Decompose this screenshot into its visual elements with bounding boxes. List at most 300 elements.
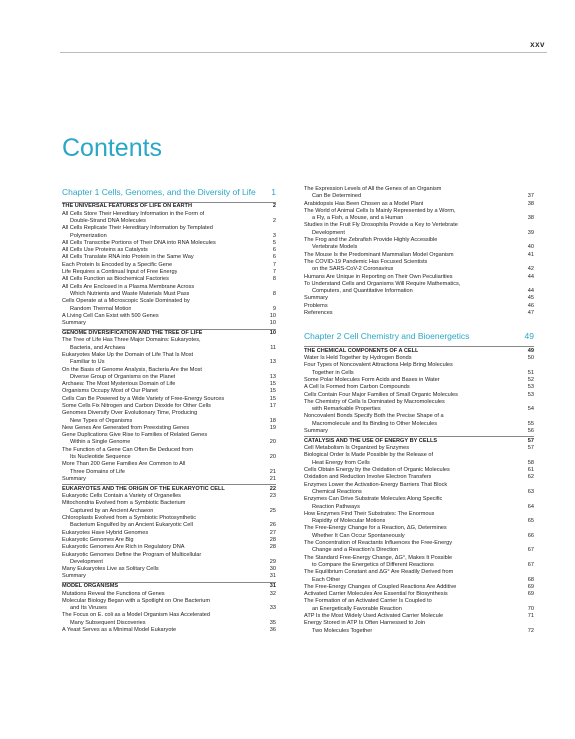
toc-entry-title: A Cell Is Formed from Carbon Compounds xyxy=(304,384,410,391)
toc-entry[interactable] xyxy=(62,620,276,627)
toc-entry-title: Arabidopsis Has Been Chosen as a Model Plant xyxy=(304,200,424,207)
toc-entry-page: 23 xyxy=(269,493,276,500)
toc-entry[interactable] xyxy=(62,500,276,507)
toc-entry-title: ATP Is the Most Widely Used Activated Carrier Molecule xyxy=(304,613,444,619)
toc-entry-title: Computers, and Quantitative Information xyxy=(312,288,413,295)
toc-entry-page: 15 xyxy=(269,388,276,395)
toc-entry-page: 45 xyxy=(527,295,534,302)
toc-entry-page: 63 xyxy=(527,488,534,495)
toc-entry[interactable] xyxy=(62,566,276,573)
toc-entry-title: The Equilibrium Constant and ΔG° Are Readily Derived from xyxy=(304,569,454,576)
toc-entry-title: The Concentration of Reactants Influences the Free-Energy xyxy=(304,540,453,547)
toc-entry-title: Four Types of Noncovalent Attractions Help Bring Molecules xyxy=(304,362,453,369)
toc-entry-page: 28 xyxy=(269,536,276,543)
toc-entry[interactable] xyxy=(62,591,276,598)
toc-entry-title: Eukaryotic Genomes Are Big xyxy=(62,536,134,543)
toc-entry-title: Archaea: The Most Mysterious Domain of Life xyxy=(62,381,176,388)
toc-entry-title: Biological Order Is Made Possible by the Release of xyxy=(304,452,434,459)
toc-entry[interactable] xyxy=(62,559,276,566)
toc-entry-title: Bacterium Engulfed by an Ancient Eukaryotic Cell xyxy=(70,522,193,529)
toc-entry-page: 13 xyxy=(269,373,276,380)
toc-entry[interactable] xyxy=(304,577,534,584)
toc-entry-page: 22 xyxy=(269,485,276,492)
toc-entry-title: Macromolecule and Its Binding to Other Molecules xyxy=(312,420,437,427)
toc-entry-page: 53 xyxy=(527,391,534,398)
toc-entry-title: to Compare the Energetics of Different Reactions xyxy=(312,561,434,568)
toc-entry-page: 31 xyxy=(269,583,276,590)
toc-entry[interactable] xyxy=(304,533,534,540)
toc-entry-title: Activated Carrier Molecules Are Essential for Biosynthesis xyxy=(304,591,448,598)
toc-entry-title: Many Subsequent Discoveries xyxy=(70,619,146,626)
toc-entry-title: Organisms Occupy Most of Our Planet xyxy=(62,388,158,395)
toc-entry[interactable] xyxy=(304,244,534,251)
toc-entry-page: 21 xyxy=(269,475,276,482)
toc-entry[interactable] xyxy=(304,295,534,302)
toc-entry[interactable] xyxy=(62,544,276,551)
toc-entry[interactable] xyxy=(62,254,276,261)
toc-entry-page: 51 xyxy=(527,369,534,376)
toc-entry[interactable] xyxy=(304,482,534,489)
toc-entry[interactable] xyxy=(62,522,276,529)
toc-entry[interactable] xyxy=(304,584,534,591)
toc-entry[interactable] xyxy=(62,247,276,254)
toc-entry-page: 28 xyxy=(269,544,276,551)
toc-entry-page: 57 xyxy=(527,445,534,452)
toc-entry-page: 10 xyxy=(269,330,276,337)
toc-entry-title: Two Molecules Together xyxy=(312,627,373,634)
toc-entry-title: Polymerization xyxy=(70,232,107,239)
toc-entry[interactable] xyxy=(304,392,534,399)
toc-entry-page: 8 xyxy=(272,290,276,297)
toc-entry-title: EUKARYOTES AND THE ORIGIN OF THE EUKARYOTIC CELL xyxy=(62,485,225,492)
toc-entry-title: with Remarkable Properties xyxy=(312,406,381,413)
toc-entry-title: Together in Cells xyxy=(312,369,354,376)
toc-entry-page: 66 xyxy=(527,532,534,539)
toc-entry-title: Noncovalent Bonds Specify Both the Precise Shape of a xyxy=(304,413,444,420)
toc-entry-title: Vertebrate Models xyxy=(312,244,358,251)
toc-entry-title: Cells Obtain Energy by the Oxidation of Organic Molecules xyxy=(304,467,450,474)
toc-entry-page: 3 xyxy=(272,232,276,239)
toc-entry[interactable] xyxy=(62,269,276,276)
toc-entry[interactable] xyxy=(62,345,276,352)
toc-entry-title: Three Domains of Life xyxy=(70,468,126,475)
toc-entry[interactable] xyxy=(304,201,534,208)
toc-entry[interactable] xyxy=(62,381,276,388)
toc-entry-page: 55 xyxy=(527,420,534,427)
toc-entry-title: The Mouse Is the Predominant Mammalian Model Organism xyxy=(304,251,454,258)
toc-entry[interactable] xyxy=(304,460,534,467)
toc-entry-page: 18 xyxy=(269,417,276,424)
toc-entry-page: 67 xyxy=(527,561,534,568)
toc-entry[interactable] xyxy=(304,355,534,362)
toc-entry-page: 20 xyxy=(269,439,276,446)
toc-entry-title: The Free-Energy Change for a Reaction, ΔG, Determines xyxy=(304,525,447,532)
toc-entry[interactable] xyxy=(62,403,276,410)
toc-entry[interactable] xyxy=(304,518,534,525)
toc-entry[interactable] xyxy=(304,310,534,317)
toc-entry-page: 67 xyxy=(527,547,534,554)
toc-entry[interactable] xyxy=(62,493,276,500)
toc-entry-page: 37 xyxy=(527,193,534,200)
toc-entry-title: A Yeast Serves as a Minimal Model Eukaryote xyxy=(62,627,177,634)
toc-entry-page: 50 xyxy=(527,355,534,362)
toc-entry-page: 72 xyxy=(527,627,534,634)
toc-entry-page: 46 xyxy=(527,302,534,309)
toc-entry-page: 6 xyxy=(272,247,276,254)
toc-entry-title: a Fly, a Fish, a Mouse, and a Human xyxy=(312,215,404,222)
toc-entry-page: 30 xyxy=(269,566,276,573)
toc-entry-page: 57 xyxy=(527,437,534,444)
toc-entry[interactable] xyxy=(62,508,276,515)
toc-entry[interactable] xyxy=(304,547,534,554)
toc-entry-title: GENOME DIVERSIFICATION AND THE TREE OF LIFE xyxy=(62,330,203,337)
toc-entry[interactable] xyxy=(62,439,276,446)
toc-entry[interactable] xyxy=(62,262,276,269)
toc-entry-page: 15 xyxy=(269,395,276,402)
toc-entry-title: Summary xyxy=(304,428,328,434)
toc-entry-page: 39 xyxy=(527,229,534,236)
toc-entry[interactable] xyxy=(62,291,276,298)
toc-entry-page: 2 xyxy=(272,203,276,210)
toc-entry[interactable] xyxy=(62,530,276,537)
toc-entry-page: 7 xyxy=(272,261,276,268)
toc-entry[interactable] xyxy=(62,432,276,439)
toc-entry-title: Summary xyxy=(62,475,86,482)
toc-entry[interactable] xyxy=(304,362,534,369)
toc-entry-title: Water Is Held Together by Hydrogen Bonds xyxy=(304,355,412,362)
toc-entry-title: All Cells Are Enclosed in a Plasma Membrane Across xyxy=(62,283,195,290)
toc-entry[interactable] xyxy=(62,320,276,327)
toc-entry[interactable] xyxy=(304,230,534,237)
toc-entry-title: A Living Cell Can Exist with 500 Genes xyxy=(62,312,159,319)
toc-entry[interactable] xyxy=(304,384,534,391)
toc-entry-page: 44 xyxy=(527,273,534,280)
toc-entry[interactable] xyxy=(304,540,534,547)
page-title: Contents xyxy=(62,133,163,162)
toc-entry-title: Summary xyxy=(304,295,328,302)
toc-entry[interactable] xyxy=(62,573,276,580)
toc-entry-title: Energy Stored in ATP Is Often Harnessed to Join xyxy=(304,620,426,627)
toc-entry-page: 20 xyxy=(269,454,276,461)
toc-entry-title: Random Thermal Motion xyxy=(70,305,132,312)
chapter-title: Chapter 1 Cells, Genomes, and the Diversity of Life xyxy=(62,187,256,197)
toc-entry-title: Molecular Biology Began with a Spotlight on One Bacterium xyxy=(62,597,211,604)
toc-entry-page: 68 xyxy=(527,576,534,583)
toc-entry[interactable] xyxy=(304,281,534,288)
toc-left-column xyxy=(62,186,276,634)
toc-entry-page: 33 xyxy=(269,605,276,612)
toc-entry[interactable] xyxy=(62,461,276,468)
toc-entry-title: New Genes Are Generated from Preexisting Genes xyxy=(62,424,190,431)
toc-entry-title: Summary xyxy=(62,320,86,327)
toc-entry-title: Its Nucleotide Sequence xyxy=(70,454,131,461)
toc-entry-page: 5 xyxy=(272,239,276,246)
toc-entry-title: Some Cells Fix Nitrogen and Carbon Dioxide for Other Cells xyxy=(62,402,211,409)
toc-entry-page: 62 xyxy=(527,474,534,481)
toc-entry-title: Some Polar Molecules Form Acids and Bases in Water xyxy=(304,376,440,383)
toc-section-heading[interactable] xyxy=(304,436,534,445)
toc-entry-title: Studies in the Fruit Fly Drosophila Provide a Key to Vertebrate xyxy=(304,222,458,229)
toc-entry[interactable] xyxy=(62,337,276,344)
toc-entry-title: Each Other xyxy=(312,576,341,583)
toc-entry[interactable] xyxy=(62,374,276,381)
toc-entry-page: 9 xyxy=(272,305,276,312)
toc-entry-title: Familiar to Us xyxy=(70,359,105,366)
chapter-heading[interactable] xyxy=(304,330,534,342)
toc-entry-title: Diverse Group of Organisms on the Planet xyxy=(70,373,176,380)
header-rule xyxy=(60,52,547,53)
toc-entry[interactable] xyxy=(304,421,534,428)
toc-entry-page: 36 xyxy=(269,627,276,634)
toc-entry-title: The COVID-19 Pandemic Has Focused Scientists xyxy=(304,258,428,265)
toc-entry[interactable] xyxy=(62,313,276,320)
toc-entry[interactable] xyxy=(304,569,534,576)
chapter-page: 1 xyxy=(271,187,276,197)
toc-entry[interactable] xyxy=(62,388,276,395)
toc-entry-page: 26 xyxy=(269,522,276,529)
toc-entry[interactable] xyxy=(62,627,276,634)
toc-entry-title: The Free-Energy Changes of Coupled Reactions Are Additive xyxy=(304,583,457,590)
toc-entry[interactable] xyxy=(62,612,276,619)
toc-entry-title: Eukaryotic Genomes Are Rich in Regulatory DNA xyxy=(62,544,185,551)
toc-entry-title: Humans Are Unique in Reporting on Their Own Peculiarities xyxy=(304,273,453,280)
toc-entry[interactable] xyxy=(62,418,276,425)
toc-entry-title: Chloroplasts Evolved from a Symbiotic Photosynthetic xyxy=(62,515,196,522)
toc-entry-title: The Formation of an Activated Carrier Is Coupled to xyxy=(304,598,432,605)
toc-entry-page: 40 xyxy=(527,244,534,251)
toc-entry-title: The Function of a Gene Can Often Be Deduced from xyxy=(62,446,193,453)
toc-entry-page: 31 xyxy=(269,573,276,580)
toc-entry-title: Cells Contain Four Major Families of Small Organic Molecules xyxy=(304,391,458,398)
toc-entry-title: Mitochondria Evolved from a Symbiotic Bacterium xyxy=(62,500,186,507)
toc-entry[interactable] xyxy=(304,237,534,244)
toc-entry-title: Enzymes Can Drive Substrate Molecules Along Specific xyxy=(304,496,443,503)
toc-entry-page: 25 xyxy=(269,507,276,514)
toc-entry-title: Double-Strand DNA Molecules xyxy=(70,217,146,224)
toc-entry-title: Which Nutrients and Waste Materials Must Pass xyxy=(70,290,190,297)
toc-entry[interactable] xyxy=(304,452,534,459)
toc-entry[interactable] xyxy=(62,367,276,374)
toc-entry[interactable] xyxy=(304,413,534,420)
toc-entry[interactable] xyxy=(304,193,534,200)
toc-entry-page: 69 xyxy=(527,591,534,598)
toc-entry-page: 2 xyxy=(272,217,276,224)
toc-entry[interactable] xyxy=(304,303,534,310)
toc-entry[interactable] xyxy=(304,370,534,377)
toc-entry-title: Whether It Can Occur Spontaneously xyxy=(312,532,405,539)
toc-entry[interactable] xyxy=(304,474,534,481)
toc-entry[interactable] xyxy=(304,598,534,605)
toc-entry-title: Cells Can Be Powered by a Wide Variety of Free-Energy Sources xyxy=(62,395,225,402)
toc-entry[interactable] xyxy=(62,359,276,366)
toc-entry-page: 8 xyxy=(272,276,276,283)
toc-entry[interactable] xyxy=(304,606,534,613)
toc-entry-title: Heat Energy from Cells xyxy=(312,459,370,466)
toc-entry[interactable] xyxy=(62,396,276,403)
toc-entry[interactable] xyxy=(62,605,276,612)
toc-entry-page: 53 xyxy=(527,384,534,391)
toc-entry[interactable] xyxy=(304,266,534,273)
toc-entry-title: All Cells Translate RNA into Protein in the Same Way xyxy=(62,254,194,261)
toc-entry[interactable] xyxy=(304,215,534,222)
toc-entry-page: 19 xyxy=(269,424,276,431)
toc-entry[interactable] xyxy=(62,425,276,432)
toc-entry[interactable] xyxy=(304,504,534,511)
toc-entry-page: 11 xyxy=(270,344,276,351)
toc-entry-title: The Tree of Life Has Three Major Domains: Eukaryotes, xyxy=(62,337,201,344)
toc-entry[interactable] xyxy=(62,454,276,461)
toc-entry[interactable] xyxy=(304,377,534,384)
toc-entry[interactable] xyxy=(62,469,276,476)
toc-entry[interactable] xyxy=(304,428,534,435)
toc-entry[interactable] xyxy=(62,410,276,417)
toc-entry-page: 32 xyxy=(269,590,276,597)
toc-entry-page: 17 xyxy=(269,402,276,409)
toc-entry-title: and Its Viruses xyxy=(70,605,107,612)
toc-entry-title: Enzymes Lower the Activation-Energy Barriers That Block xyxy=(304,481,448,488)
toc-entry-title: Eukaryotic Cells Contain a Variety of Organelles xyxy=(62,493,181,500)
toc-entry-page: 41 xyxy=(527,251,534,258)
toc-entry-title: All Cells Replicate Their Hereditary Information by Templated xyxy=(62,225,213,232)
toc-entry-page: 13 xyxy=(269,359,276,366)
toc-entry-title: All Cells Use Proteins as Catalysts xyxy=(62,247,148,254)
toc-entry-title: The World of Animal Cells Is Mainly Represented by a Worm, xyxy=(304,207,456,214)
toc-entry-page: 70 xyxy=(527,605,534,612)
toc-entry-title: To Understand Cells and Organisms Will Require Mathematics, xyxy=(304,280,461,287)
toc-entry-title: New Types of Organisms xyxy=(70,417,133,424)
toc-entry[interactable] xyxy=(62,476,276,483)
toc-section-heading[interactable] xyxy=(304,346,534,355)
toc-entry[interactable] xyxy=(304,288,534,295)
toc-entry[interactable] xyxy=(62,218,276,225)
toc-entry[interactable] xyxy=(304,591,534,598)
chapter-page: 49 xyxy=(524,331,534,342)
toc-entry[interactable] xyxy=(62,552,276,559)
toc-entry-page: 49 xyxy=(527,347,534,354)
toc-entry-title: The Standard Free-Energy Change, ΔG°, Makes It Possible xyxy=(304,554,453,561)
toc-entry[interactable] xyxy=(304,525,534,532)
toc-entry[interactable] xyxy=(62,447,276,454)
toc-entry[interactable] xyxy=(62,211,276,218)
toc-entry[interactable] xyxy=(62,225,276,232)
toc-entry-title: Change and a Reaction's Direction xyxy=(312,547,399,554)
toc-entry-title: Rapidity of Molecular Motions xyxy=(312,518,386,525)
toc-entry[interactable] xyxy=(62,352,276,359)
toc-entry[interactable] xyxy=(62,276,276,283)
toc-entry[interactable] xyxy=(304,406,534,413)
toc-entry[interactable] xyxy=(304,489,534,496)
toc-entry[interactable] xyxy=(62,537,276,544)
toc-section-heading[interactable] xyxy=(62,582,276,591)
toc-entry-title: Summary xyxy=(62,573,86,580)
toc-right-column xyxy=(304,186,534,635)
toc-entry[interactable] xyxy=(304,555,534,562)
toc-entry[interactable] xyxy=(62,306,276,313)
toc-entry[interactable] xyxy=(304,620,534,627)
toc-entry[interactable] xyxy=(304,467,534,474)
toc-entry-title: Reaction Pathways xyxy=(312,503,360,510)
toc-entry-page: 64 xyxy=(527,503,534,510)
toc-entry-title: The Frog and the Zebrafish Provide Highly Accessible xyxy=(304,237,438,244)
toc-entry[interactable] xyxy=(62,284,276,291)
toc-entry-title: MODEL ORGANISMS xyxy=(62,583,119,590)
toc-entry[interactable] xyxy=(62,515,276,522)
toc-entry-title: Many Eukaryotes Live as Solitary Cells xyxy=(62,566,159,573)
toc-entry-title: Cells Operate at a Microscopic Scale Dominated by xyxy=(62,298,190,305)
toc-entry-title: Eukaryotes Have Hybrid Genomes xyxy=(62,529,149,536)
toc-entry-page: 21 xyxy=(269,468,276,475)
toc-entry-page: 58 xyxy=(527,459,534,466)
toc-entry-page: 71 xyxy=(527,613,534,619)
toc-entry-title: Captured by an Ancient Archaeon xyxy=(70,507,154,514)
toc-entry-title: THE UNIVERSAL FEATURES OF LIFE ON EARTH xyxy=(62,203,193,210)
toc-entry[interactable] xyxy=(62,240,276,247)
toc-section-heading[interactable] xyxy=(62,329,276,338)
toc-entry-title: On the Basis of Genome Analysis, Bacteria Are the Most xyxy=(62,366,202,373)
toc-entry[interactable] xyxy=(304,496,534,503)
toc-entry-title: References xyxy=(304,310,333,317)
toc-entry[interactable] xyxy=(304,445,534,452)
toc-entry-title: All Cells Store Their Hereditary Information in the Form of xyxy=(62,210,205,217)
toc-entry[interactable] xyxy=(304,259,534,266)
toc-entry[interactable] xyxy=(304,613,534,620)
toc-entry-page: 38 xyxy=(527,215,534,222)
toc-entry-title: Development xyxy=(312,229,345,236)
toc-entry[interactable] xyxy=(304,208,534,215)
toc-entry-title: Cell Metabolism Is Organized by Enzymes xyxy=(304,445,410,452)
toc-entry-title: The Chemistry of Cells Is Dominated by Macromolecules xyxy=(304,398,445,405)
toc-entry-page: 15 xyxy=(269,381,276,388)
toc-entry-title: CATALYSIS AND THE USE OF ENERGY BY CELLS xyxy=(304,437,438,444)
toc-entry-page: 54 xyxy=(527,406,534,413)
toc-entry-title: Chemical Reactions xyxy=(312,488,362,495)
toc-entry-title: Eukaryotes Make Up the Domain of Life That Is Most xyxy=(62,351,194,358)
toc-entry-page: 65 xyxy=(527,518,534,525)
toc-entry[interactable] xyxy=(304,562,534,569)
toc-entry[interactable] xyxy=(62,598,276,605)
toc-entry[interactable] xyxy=(304,399,534,406)
toc-entry[interactable] xyxy=(304,252,534,259)
toc-entry-page: 42 xyxy=(527,266,534,273)
toc-entry-title: Gene Duplications Give Rise to Families of Related Genes xyxy=(62,432,208,439)
toc-entry-page: 56 xyxy=(527,428,534,434)
toc-section-heading[interactable] xyxy=(62,202,276,211)
toc-section-heading[interactable] xyxy=(62,484,276,493)
toc-entry-title: an Energetically Favorable Reaction xyxy=(312,605,402,612)
toc-entry-page: 61 xyxy=(527,467,534,474)
toc-entry-title: Life Requires a Continual Input of Free Energy xyxy=(62,269,178,276)
toc-entry-page: 6 xyxy=(272,254,276,261)
toc-entry-page: 10 xyxy=(269,320,276,327)
toc-entry[interactable] xyxy=(304,186,534,193)
toc-entry-title: Eukaryotic Genomes Define the Program of Multicellular xyxy=(62,551,202,558)
toc-entry[interactable] xyxy=(304,628,534,635)
chapter-heading[interactable] xyxy=(62,186,276,198)
toc-entry-page: 47 xyxy=(527,310,534,317)
toc-entry[interactable] xyxy=(304,511,534,518)
toc-entry-title: More Than 200 Gene Families Are Common to All xyxy=(62,461,186,468)
toc-entry[interactable] xyxy=(304,222,534,229)
toc-entry[interactable] xyxy=(62,233,276,240)
toc-entry-title: The Focus on E. coli as a Model Organism Has Accelerated xyxy=(62,612,210,619)
toc-entry[interactable] xyxy=(62,298,276,305)
toc-entry[interactable] xyxy=(304,274,534,281)
toc-entry-title: How Enzymes Find Their Substrates: The Enormous xyxy=(304,510,435,517)
toc-entry-title: Each Protein Is Encoded by a Specific Gene xyxy=(62,261,173,268)
toc-entry-title: on the SARS-CoV-2 Coronavirus xyxy=(312,266,394,273)
toc-entry-title: Within a Single Genome xyxy=(70,439,131,446)
toc-entry-page: 10 xyxy=(269,312,276,319)
